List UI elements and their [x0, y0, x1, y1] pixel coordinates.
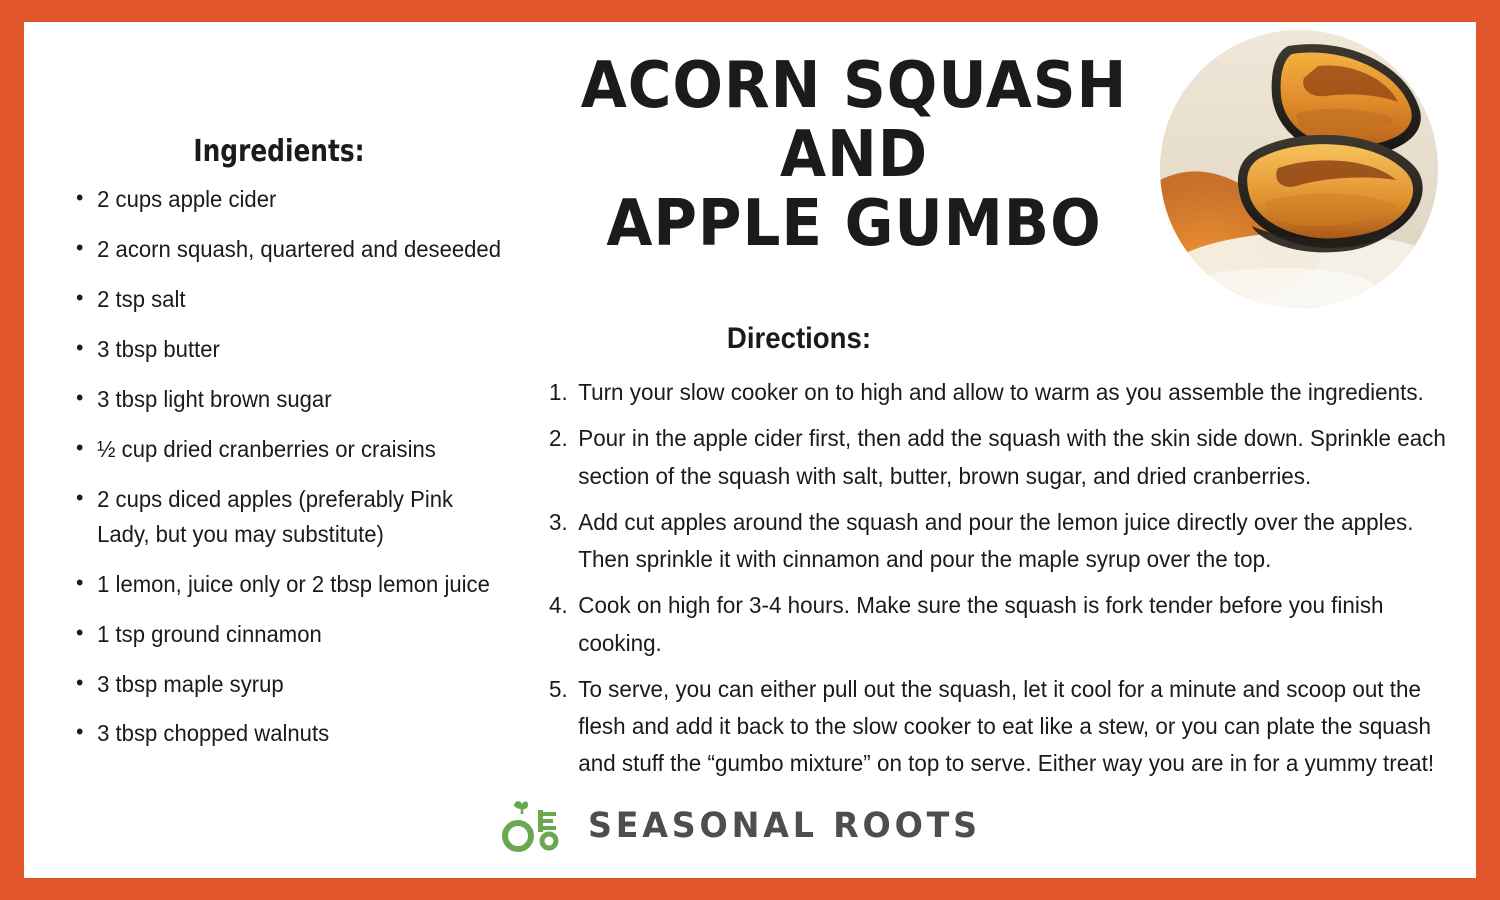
ingredient-item: • 1 tsp ground cinnamon: [76, 617, 504, 652]
ingredient-item: • 3 tbsp chopped walnuts: [76, 716, 504, 751]
title-line-2: APPLE GUMBO: [606, 187, 1102, 262]
ingredient-item: • 3 tbsp maple syrup: [76, 667, 504, 702]
tractor-icon: [498, 798, 572, 854]
directions-list: [549, 374, 1469, 792]
ingredient-item: • 2 cups apple cider: [76, 182, 504, 217]
direction-step: To serve, you can either pull out the squash, let it cool for a minute and scoop out the flesh and add it back to the slow cooker to eat like a stew, or you can plate the squash and stuff the “gumbo mixture” on top to serve. Either way you are in for a yummy treat!: [578, 675, 1435, 777]
ingredient-item: • 2 acorn squash, quartered and deseeded: [76, 232, 504, 267]
recipe-photo: [1160, 30, 1438, 308]
ingredient-item: • 3 tbsp butter: [76, 332, 504, 367]
ingredient-item: • 1 lemon, juice only or 2 tbsp lemon juice: [76, 567, 504, 602]
brand-name: SEASONAL ROOTS: [588, 806, 982, 846]
brand-footer: [24, 798, 1476, 854]
direction-step: Turn your slow cooker on to high and allow to warm as you assemble the ingredients.: [578, 379, 1424, 405]
direction-step: Cook on high for 3-4 hours. Make sure the squash is fork tender before you finish cooking.: [578, 592, 1384, 656]
direction-step: Add cut apples around the squash and pour the lemon juice directly over the apples. Then sprinkle it with cinnamon and pour the maple syrup over the top.: [578, 508, 1414, 572]
ingredient-item: • 3 tbsp light brown sugar: [76, 382, 504, 417]
directions-heading: Directions:: [726, 322, 872, 355]
ingredient-item: • 2 tsp salt: [76, 282, 504, 317]
recipe-card-inner: [24, 22, 1476, 878]
direction-step: Pour in the apple cider first, then add the squash with the skin side down. Sprinkle each section of the squash with salt, butter, brown sugar, and dried cranberries.: [578, 425, 1446, 489]
ingredient-item: • 2 cups diced apples (preferably Pink Lady, but you may substitute): [76, 482, 504, 552]
ingredients-heading: Ingredients:: [193, 134, 365, 169]
ingredients-list: [42, 182, 522, 766]
title-line-1: ACORN SQUASH AND: [580, 49, 1128, 193]
ingredient-item: • ½ cup dried cranberries or craisins: [76, 432, 504, 467]
page-title: [529, 49, 1180, 262]
